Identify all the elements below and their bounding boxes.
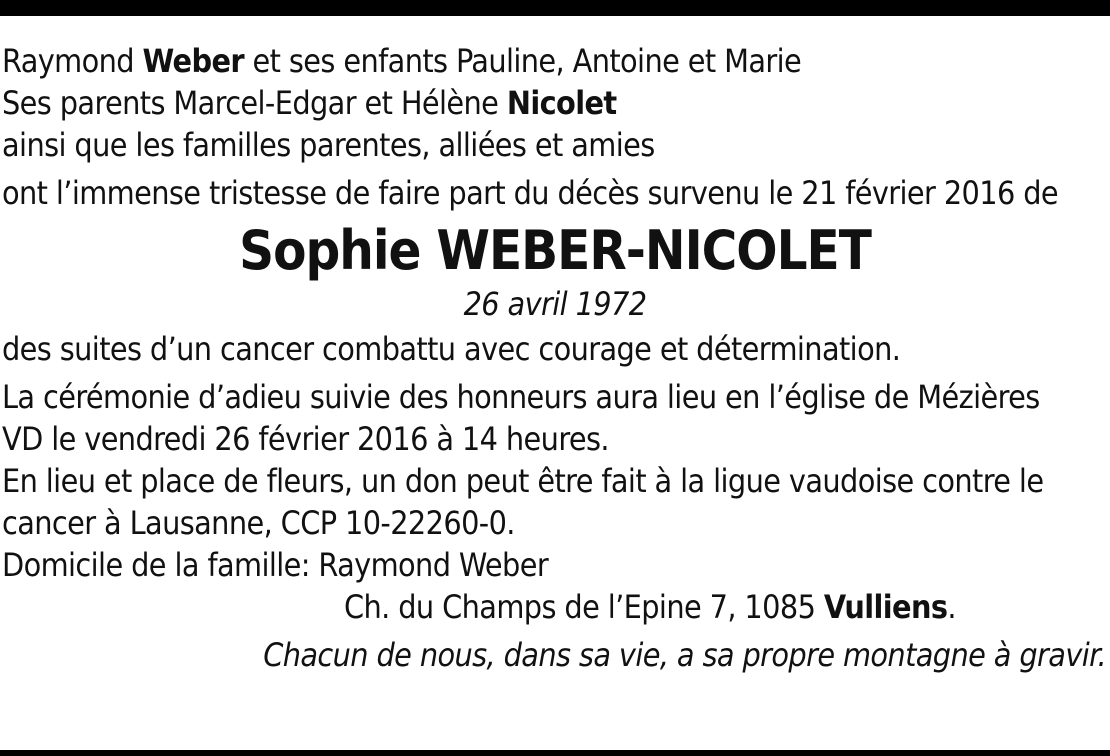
donation-line-1: En lieu et place de fleurs, un don peut être fait à la ligue vaudoise contre le bbox=[2, 462, 1044, 500]
domicile-address-town: Vulliens bbox=[823, 588, 948, 626]
family-line-1-rest: et ses enfants Pauline, Antoine et Marie bbox=[244, 42, 802, 80]
obituary-notice bbox=[2, 40, 1108, 676]
top-border-rule bbox=[0, 0, 1110, 16]
ceremony-line-1: La cérémonie d’adieu suivie des honneurs aura lieu en l’église de Mézières bbox=[2, 378, 1040, 416]
domicile-address-end: . bbox=[947, 588, 956, 626]
family-line-2-text: Ses parents Marcel-Edgar et Hélène bbox=[2, 84, 507, 122]
family-line-2 bbox=[2, 82, 1108, 124]
domicile-address-street: Ch. du Champs de l’Epine 7, 1085 bbox=[344, 588, 824, 626]
announcement-text: ont l’immense tristesse de faire part du décès survenu le 21 février 2016 de bbox=[2, 174, 1059, 212]
family-line-3: ainsi que les familles parentes, alliées et amies bbox=[2, 126, 655, 164]
cause-text: des suites d’un cancer combattu avec courage et détermination. bbox=[2, 330, 901, 368]
bottom-border-rule bbox=[0, 750, 1110, 756]
family-line-2-surname: Nicolet bbox=[506, 84, 617, 122]
donation-line-2: cancer à Lausanne, CCP 10-22260-0. bbox=[2, 504, 515, 542]
family-line-1-surname: Weber bbox=[142, 42, 245, 80]
closing-quote: Chacun de nous, dans sa vie, a sa propre montagne à gravir. bbox=[263, 636, 1106, 674]
domicile-label: Domicile de la famille: Raymond Weber bbox=[2, 546, 549, 584]
deceased-birth-date: 26 avril 1972 bbox=[463, 285, 647, 323]
family-line-1-text: Raymond bbox=[2, 42, 143, 80]
domicile-address bbox=[2, 586, 1108, 628]
family-line-1 bbox=[2, 40, 1108, 82]
deceased-name: Sophie WEBER-NICOLET bbox=[239, 219, 871, 282]
ceremony-line-2: VD le vendredi 26 février 2016 à 14 heures. bbox=[2, 420, 609, 458]
